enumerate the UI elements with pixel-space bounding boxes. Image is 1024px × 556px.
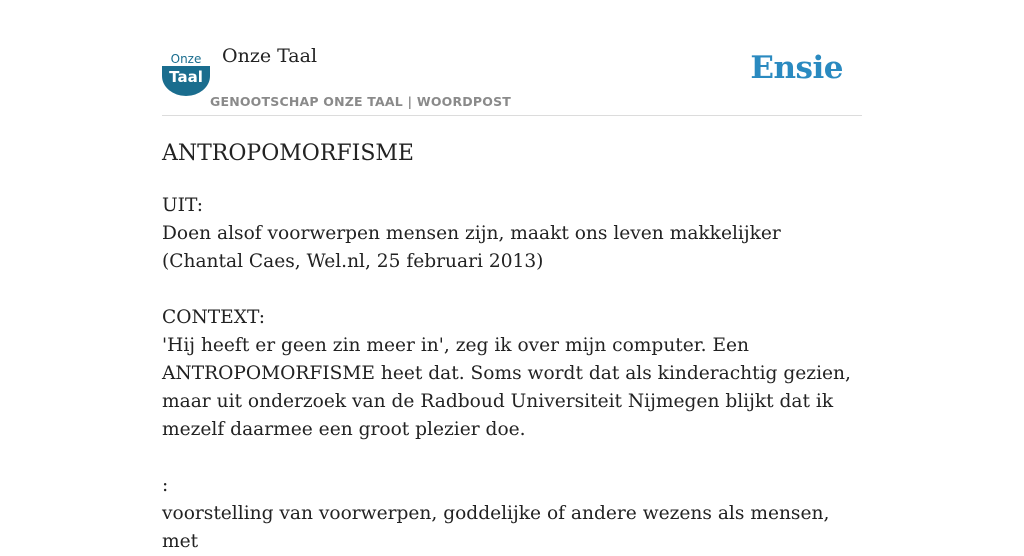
- logo-top-text: Onze: [170, 52, 202, 66]
- context-label: CONTEXT:: [162, 307, 265, 328]
- definition-text: voorstelling van voorwerpen, goddelijke of andere wezens als mensen, met: [162, 503, 830, 552]
- source-text: Doen alsof voorwerpen mensen zijn, maakt ons leven makkelijker (Chantal Caes, Wel.nl, 25 februari 2013): [162, 223, 781, 272]
- onze-taal-logo[interactable]: [162, 52, 210, 96]
- logo-bottom-text: Taal: [169, 68, 203, 86]
- article-body: [162, 192, 862, 556]
- article-title: ANTROPOMORFISME: [162, 141, 414, 166]
- context-text: 'Hij heeft er geen zin meer in', zeg ik over mijn computer. Een ANTROPOMORFISME heet dat. Soms wordt dat als kinderachtig gezien, maar uit onderzoek van de Radboud Universiteit Nijmegen blijkt dat ik mezelf daarmee een groot plezier doe.: [162, 335, 851, 440]
- brand-name[interactable]: Onze Taal: [222, 45, 318, 67]
- site-logo-ensie[interactable]: Ensie: [750, 50, 843, 86]
- source-label: UIT:: [162, 195, 204, 216]
- definition-label: :: [162, 475, 169, 496]
- article-card: [162, 0, 862, 552]
- header: [162, 0, 862, 116]
- brand-subtitle: GENOOTSCHAP ONZE TAAL | WOORDPOST: [210, 94, 512, 109]
